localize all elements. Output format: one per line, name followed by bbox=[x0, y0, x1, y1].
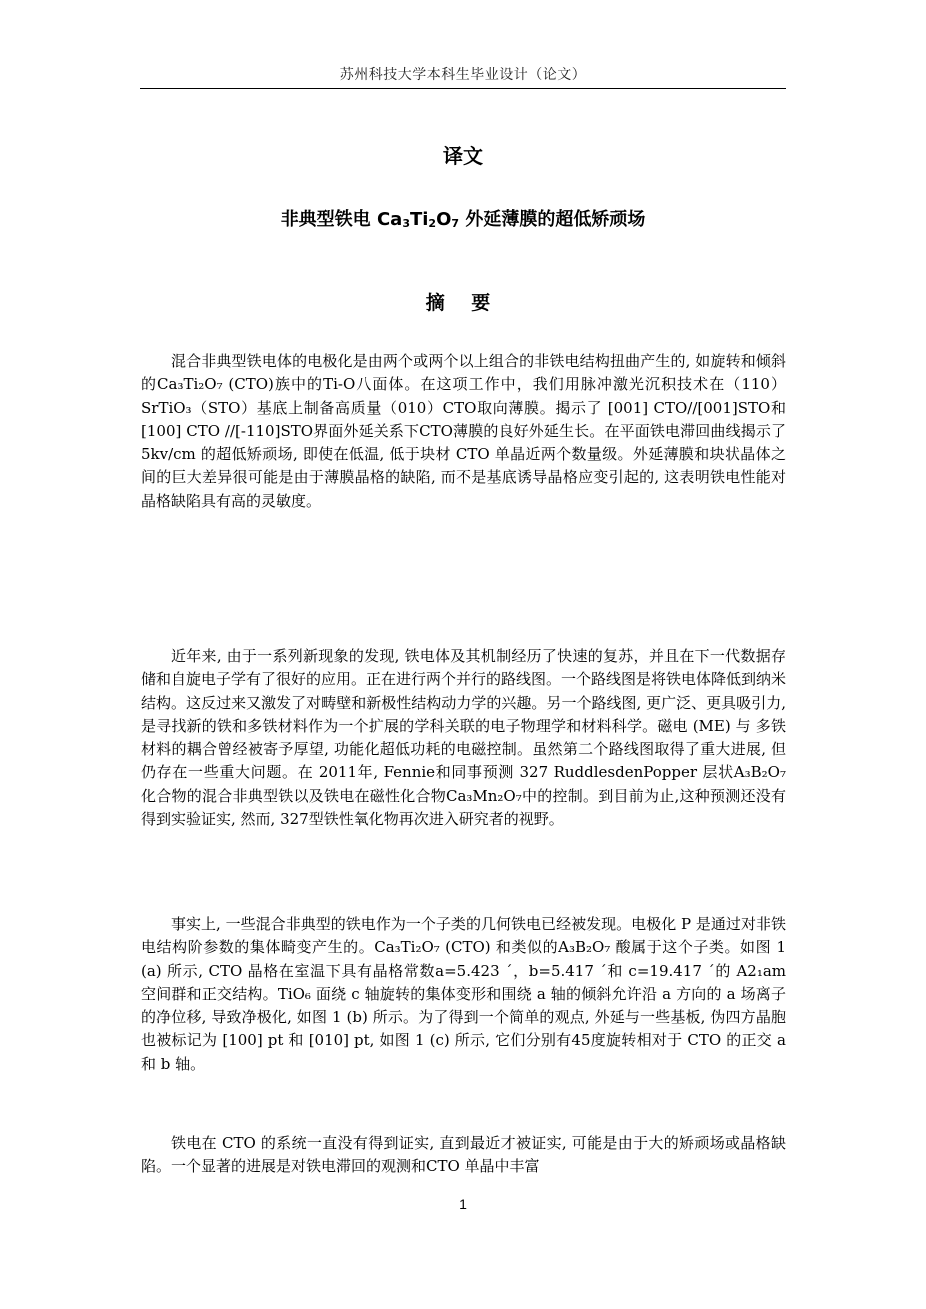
abstract-paragraph: 混合非典型铁电体的电极化是由两个或两个以上组合的非铁电结构扭曲产生的, 如旋转和倾斜的Ca₃Ti₂O₇ (CTO)族中的Ti-O八面体。在这项工作中，我们用脉冲激光沉积技术在（110）SrTiO₃（STO）基底上制备高质量（010）CTO取向薄膜。揭示了 [001] CTO//[001]STO和 [100] CTO //[-110]STO界面外延关系下CTO薄膜的良好外延生长。在平面铁电滞回曲线揭示了5kv/cm 的超低矫顽场, 即使在低温, 低于块材 CTO 单晶近两个数量级。外延薄膜和块状晶体之间的巨大差异很可能是由于薄膜晶格的缺陷, 而不是基底诱导晶格应变引起的, 这表明铁电性能对晶格缺陷具有高的灵敏度。 bbox=[141, 352, 786, 510]
document-label: 译文 bbox=[443, 144, 483, 168]
title-mid-1: Ti bbox=[409, 209, 429, 230]
title-prefix: 非典型铁电 Ca bbox=[280, 209, 403, 230]
title-subscript-1: 3 bbox=[402, 217, 410, 230]
title-subscript-3: 7 bbox=[451, 217, 460, 230]
page-number: 1 bbox=[459, 1196, 467, 1212]
title-mid-2: O bbox=[436, 209, 452, 230]
body-paragraph-1: 近年来, 由于一系列新现象的发现, 铁电体及其机制经历了快速的复苏，并且在下一代数据存储和自旋电子学有了很好的应用。正在进行两个并行的路线图。一个路线图是将铁电体降低到纳米结构。这反过来又激发了对畴壁和新极性结构动力学的兴趣。另一个路线图, 更广泛、更具吸引力, 是寻找新的铁和多铁材料作为一个扩展的学科关联的电子物理学和材料科学。磁电 (ME) 与 多铁材料的耦合曾经被寄予厚望, 功能化超低功耗的电磁控制。虽然第二个路线图取得了重大进展, 但仍存在一些重大问题。在 2011年, Fennie和同事预测 327 RuddlesdenPopper 层状A₃B₂O₇ 化合物的混合非典型铁以及铁电在磁性化合物Ca₃Mn₂O₇中的控制。到目前为止,这种预测还没有得到实验证实, 然而, 327型铁性氧化物再次进入研究者的视野。 bbox=[141, 647, 787, 829]
title-subscript-2: 2 bbox=[428, 217, 437, 230]
body-paragraph-3: 铁电在 CTO 的系统一直没有得到证实, 直到最近才被证实, 可能是由于大的矫顽场或晶格缺陷。一个显著的进展是对铁电滞回的观测和CTO 单晶中丰富 bbox=[141, 1134, 786, 1176]
body-paragraph-2: 事实上, 一些混合非典型的铁电作为一个子类的几何铁电已经被发现。电极化 P 是通过对非铁电结构阶参数的集体畸变产生的。Ca₃Ti₂O₇ (CTO) 和类似的A₃B₂O₇ 酸属于这个子类。如图 1 (a) 所示, CTO 晶格在室温下具有晶格常数a=5.423 ´，b=5.417 ´和 c=19.417 ´的 A2₁am 空间群和正交结构。TiO₆ 面绕 c 轴旋转的集体变形和围绕 a 轴的倾斜允许沿 a 方向的 a 场离子的净位移, 导致净极化, 如图 1 (b) 所示。为了得到一个简单的观点, 外延与一些基板, 伪四方晶胞也被标记为 [100] pt 和 [010] pt, 如图 1 (c) 所示, 它们分别有45度旋转相对于 CTO 的正交 a 和 b 轴。 bbox=[141, 915, 786, 1073]
running-header: 苏州科技大学本科生毕业设计（论文） bbox=[339, 67, 587, 83]
paper-title bbox=[140, 205, 786, 231]
header-rule bbox=[140, 88, 786, 89]
title-suffix: 外延薄膜的超低矫顽场 bbox=[459, 209, 646, 230]
abstract-heading: 摘 要 bbox=[425, 292, 501, 314]
